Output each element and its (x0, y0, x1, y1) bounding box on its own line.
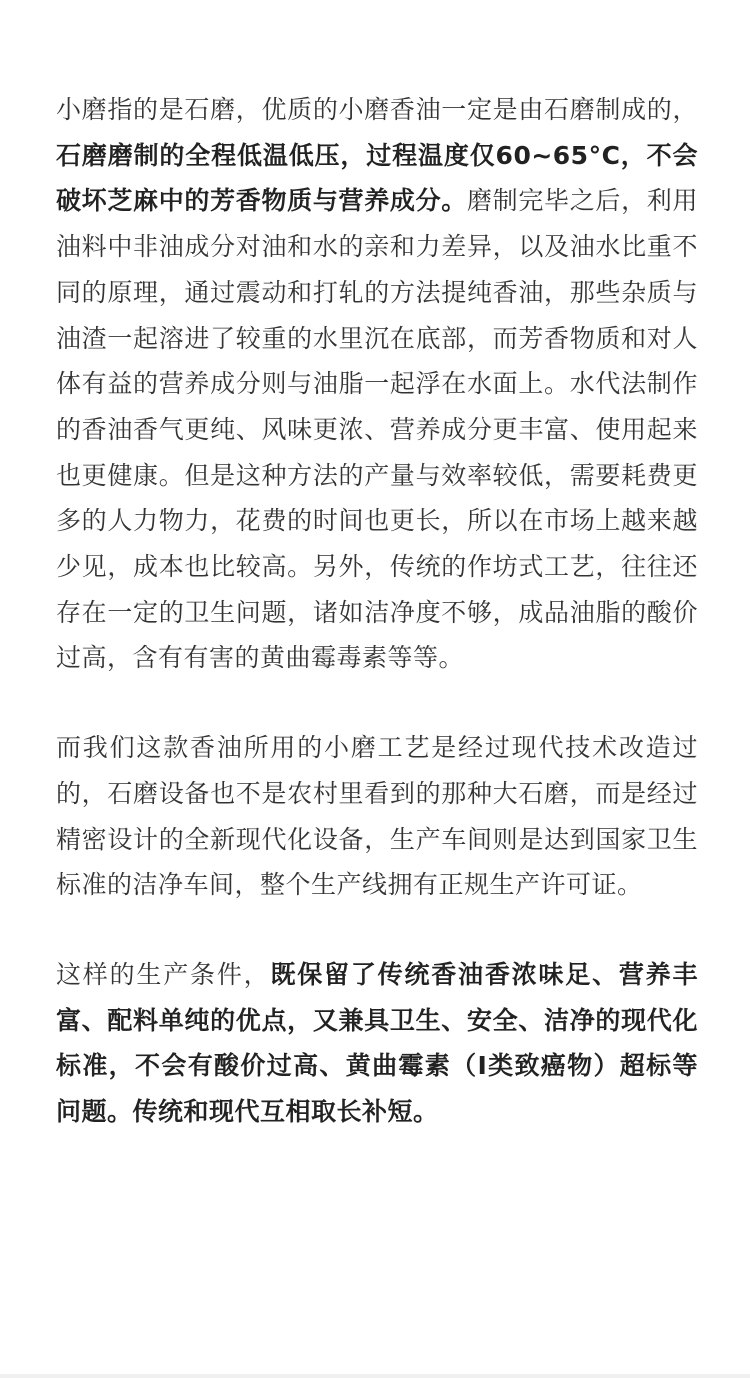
bold-text: 石磨磨制的全程低温低压，过程温度仅60~65°C，不会破坏芝麻中的芳香物质与营养成分。 (56, 140, 698, 216)
paragraph-text: 小磨指的是石磨，优质的小磨香油一定是由石磨制成的， (56, 95, 698, 124)
bottom-divider (0, 1374, 750, 1378)
paragraph-text: 这样的生产条件， (56, 959, 271, 989)
paragraph-stone-mill (56, 87, 698, 681)
paragraph-conclusion (56, 952, 698, 1135)
paragraph-modern-process (56, 725, 698, 908)
paragraph-text: 而我们这款香油所用的小磨工艺是经过现代技术改造过的，石磨设备也不是农村里看到的那种大石磨，而是经过精密设计的全新现代化设备，生产车间则是达到国家卫生标准的洁净车间，整个生产线拥有正规生产许可证。 (56, 733, 698, 900)
article-body (56, 87, 698, 1135)
paragraph-text: 磨制完毕之后，利用油料中非油成分对油和水的亲和力差异，以及油水比重不同的原理，通过震动和打轧的方法提纯香油，那些杂质与油渣一起溶进了较重的水里沉在底部，而芳香物质和对人体有益的营养成分则与油脂一起浮在水面上。水代法制作的香油香气更纯、风味更浓、营养成分更丰富、使用起来也更健康。但是这种方法的产量与效率较低，需要耗费更多的人力物力，花费的时间也更长，所以在市场上越来越少见，成本也比较高。另外，传统的作坊式工艺，往往还存在一定的卫生问题，诸如洁净度不够，成品油脂的酸价过高，含有有害的黄曲霉毒素等等。 (56, 186, 698, 673)
bold-text: 既保留了传统香油香浓味足、营养丰富、配料单纯的优点，又兼具卫生、安全、洁净的现代化标准，不会有酸价过高、黄曲霉素（I类致癌物）超标等问题。传统和现代互相取长补短。 (56, 959, 698, 1127)
